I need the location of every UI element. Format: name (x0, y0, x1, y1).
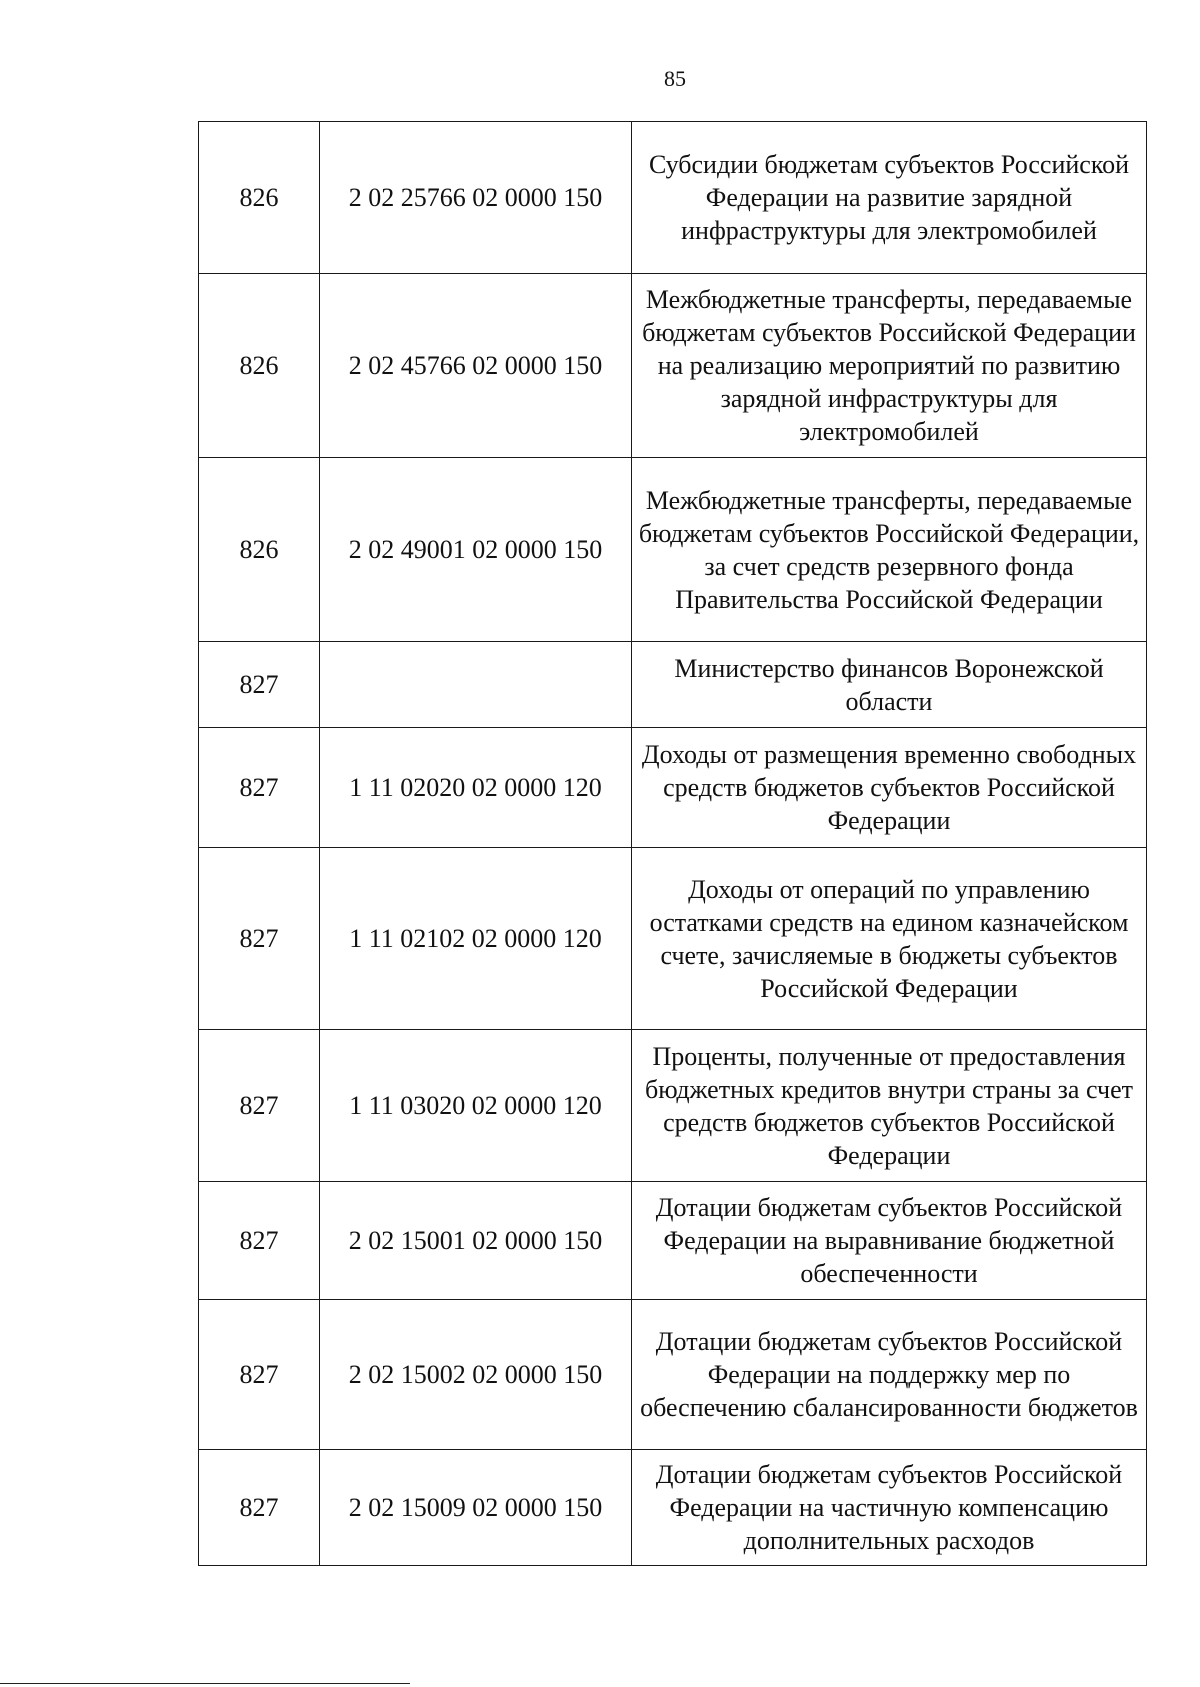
revenue-name-cell: Межбюджетные трансферты, передаваемые бюджетам субъектов Российской Федерации, за счет средств резервного фонда Правительства Российской Федерации (632, 458, 1147, 642)
budget-code-cell: 1 11 02102 02 0000 120 (320, 848, 632, 1030)
admin-code-cell: 827 (199, 1450, 320, 1566)
table-row (199, 1182, 1147, 1300)
table-row (199, 274, 1147, 458)
budget-code-cell: 2 02 15009 02 0000 150 (320, 1450, 632, 1566)
budget-code-cell: 2 02 49001 02 0000 150 (320, 458, 632, 642)
revenue-name-cell: Дотации бюджетам субъектов Российской Федерации на выравнивание бюджетной обеспеченности (632, 1182, 1147, 1300)
budget-code-cell: 2 02 45766 02 0000 150 (320, 274, 632, 458)
admin-code-cell: 827 (199, 1182, 320, 1300)
admin-code-cell: 827 (199, 1030, 320, 1182)
revenue-name-cell: Межбюджетные трансферты, передаваемые бюджетам субъектов Российской Федерации на реализацию мероприятий по развитию зарядной инфраструктуры для электромобилей (632, 274, 1147, 458)
admin-code-cell: 826 (199, 458, 320, 642)
revenue-name-cell: Проценты, полученные от предоставления бюджетных кредитов внутри страны за счет средств бюджетов субъектов Российской Федерации (632, 1030, 1147, 1182)
table-row (199, 1030, 1147, 1182)
budget-code-cell: 2 02 15002 02 0000 150 (320, 1300, 632, 1450)
budget-code-cell (320, 642, 632, 728)
table-row (199, 122, 1147, 274)
revenue-name-cell: Дотации бюджетам субъектов Российской Федерации на поддержку мер по обеспечению сбалансированности бюджетов (632, 1300, 1147, 1450)
revenue-name-cell: Доходы от операций по управлению остатками средств на едином казначейском счете, зачисляемые в бюджеты субъектов Российской Федерации (632, 848, 1147, 1030)
budget-code-cell: 2 02 25766 02 0000 150 (320, 122, 632, 274)
budget-code-cell: 1 11 02020 02 0000 120 (320, 728, 632, 848)
table-row (199, 458, 1147, 642)
budget-code-cell: 2 02 15001 02 0000 150 (320, 1182, 632, 1300)
admin-code-cell: 827 (199, 848, 320, 1030)
admin-code-cell: 826 (199, 122, 320, 274)
admin-code-cell: 827 (199, 728, 320, 848)
revenue-name-cell: Доходы от размещения временно свободных средств бюджетов субъектов Российской Федерации (632, 728, 1147, 848)
revenue-name-cell: Министерство финансов Воронежской области (632, 642, 1147, 728)
revenue-name-cell: Субсидии бюджетам субъектов Российской Федерации на развитие зарядной инфраструктуры для электромобилей (632, 122, 1147, 274)
footnote-separator (0, 1683, 410, 1684)
admin-code-cell: 826 (199, 274, 320, 458)
revenue-name-cell: Дотации бюджетам субъектов Российской Федерации на частичную компенсацию дополнительных расходов (632, 1450, 1147, 1566)
page-number: 85 (664, 66, 686, 91)
table-row (199, 1450, 1147, 1566)
table-row (199, 1300, 1147, 1450)
admin-code-cell: 827 (199, 642, 320, 728)
table-row (199, 642, 1147, 728)
budget-code-cell: 1 11 03020 02 0000 120 (320, 1030, 632, 1182)
admin-code-cell: 827 (199, 1300, 320, 1450)
budget-classification-table (198, 121, 1147, 1566)
table-row (199, 848, 1147, 1030)
table-row (199, 728, 1147, 848)
